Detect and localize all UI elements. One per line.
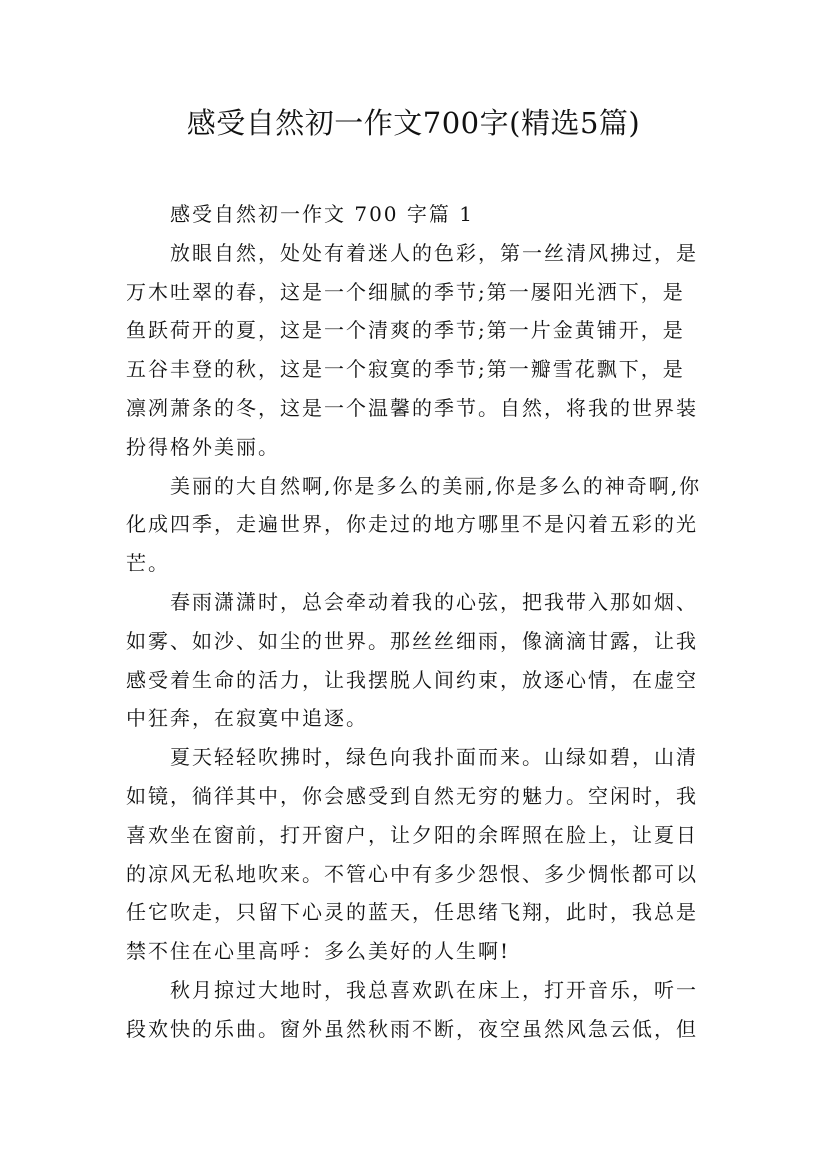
paragraph: 春雨潇潇时，总会牵动着我的心弦，把我带入那如烟、如雾、如沙、如尘的世界。那丝丝细雨，像滴滴甘露，让我感受着生命的活力，让我摆脱人间约束，放逐心情，在虚空中狂奔，在寂寞中追逐。 <box>126 589 698 731</box>
paragraph: 美丽的大自然啊,你是多么的美丽,你是多么的神奇啊,你化成四季，走遍世界，你走过的地方哪里不是闪着五彩的光芒。 <box>126 473 702 576</box>
section-heading: 感受自然初一作文 700 字篇 1 <box>170 202 474 226</box>
paragraph: 秋月掠过大地时，我总喜欢趴在床上，打开音乐，听一段欢快的乐曲。窗外虽然秋雨不断，夜空虽然风急云低，但 <box>126 977 698 1041</box>
paragraph: 放眼自然，处处有着迷人的色彩，第一丝清风拂过，是万木吐翠的春，这是一个细腻的季节;第一屡阳光洒下，是鱼跃荷开的夏，这是一个清爽的季节;第一片金黄铺开，是五谷丰登的秋，这是一个寂寞的季节;第一瓣雪花飘下，是凛冽萧条的冬，这是一个温馨的季节。自然，将我的世界装扮得格外美丽。 <box>126 240 698 459</box>
document-title: 感受自然初一作文700字(精选5篇) <box>186 106 641 140</box>
document-body <box>126 195 706 1049</box>
paragraph: 夏天轻轻吹拂时，绿色向我扑面而来。山绿如碧，山清如镜，徜徉其中，你会感受到自然无穷的魅力。空闲时，我喜欢坐在窗前，打开窗户，让夕阳的余晖照在脸上，让夏日的凉风无私地吹来。不管心中有多少怨恨、多少惆怅都可以任它吹走，只留下心灵的蓝天，任思绪飞翔，此时，我总是禁不住在心里高呼：多么美好的人生啊! <box>126 745 698 964</box>
